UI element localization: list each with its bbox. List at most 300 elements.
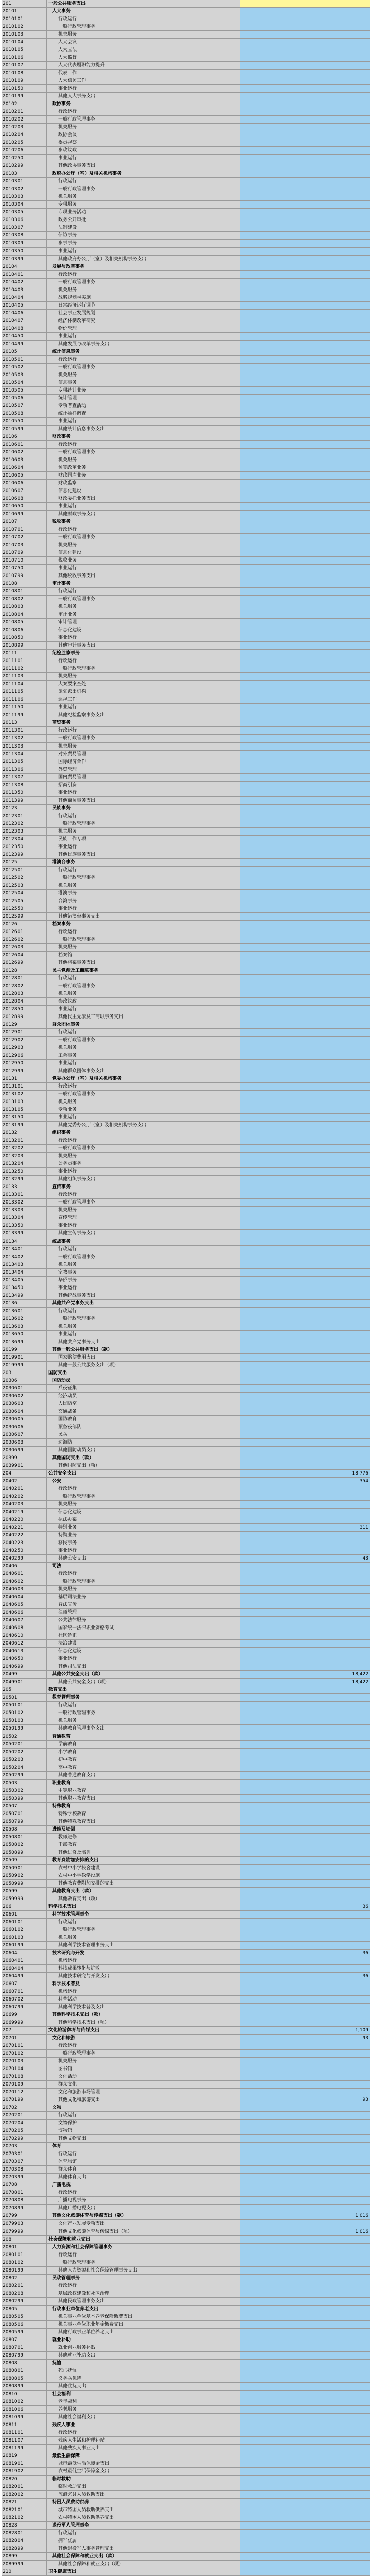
table-row[interactable] bbox=[2, 1555, 370, 1563]
account-code-cell[interactable]: 2010850 bbox=[2, 634, 47, 641]
table-row[interactable] bbox=[2, 2267, 370, 2275]
amount-cell[interactable] bbox=[240, 1408, 370, 1415]
table-row[interactable] bbox=[2, 1926, 370, 1934]
account-code-cell[interactable]: 201 bbox=[2, 0, 47, 7]
table-row[interactable] bbox=[2, 1207, 370, 1214]
table-row[interactable] bbox=[2, 1849, 370, 1857]
account-code-cell[interactable]: 2081199 bbox=[2, 2445, 47, 2452]
account-name-cell[interactable]: 机关服务 bbox=[47, 1934, 240, 1941]
account-code-cell[interactable]: 2050201 bbox=[2, 1741, 47, 1748]
amount-cell[interactable] bbox=[240, 1957, 370, 1964]
account-code-cell[interactable]: 2013250 bbox=[2, 1168, 47, 1175]
table-row[interactable] bbox=[2, 2352, 370, 2360]
account-code-cell[interactable]: 2010504 bbox=[2, 379, 47, 386]
amount-cell[interactable] bbox=[240, 224, 370, 231]
account-code-cell[interactable]: 2010803 bbox=[2, 603, 47, 611]
amount-cell[interactable] bbox=[240, 1996, 370, 2003]
amount-cell[interactable] bbox=[240, 2445, 370, 2452]
table-row[interactable] bbox=[2, 611, 370, 619]
table-row[interactable] bbox=[2, 2058, 370, 2065]
amount-cell[interactable] bbox=[240, 2383, 370, 2390]
amount-cell[interactable] bbox=[240, 1261, 370, 1268]
account-name-cell[interactable]: 统计信息事务 bbox=[47, 348, 240, 355]
amount-cell[interactable] bbox=[240, 619, 370, 626]
account-name-cell[interactable]: 就业补助 bbox=[47, 2336, 240, 2344]
amount-cell[interactable] bbox=[240, 2468, 370, 2475]
account-name-cell[interactable]: 民主党派及工商联事务 bbox=[47, 967, 240, 974]
account-name-cell[interactable]: 一般行政管理事务 bbox=[47, 1926, 240, 1934]
table-row[interactable] bbox=[2, 495, 370, 503]
table-row[interactable] bbox=[2, 1067, 370, 1075]
account-name-cell[interactable]: 残疾人事业 bbox=[47, 2421, 240, 2429]
amount-cell[interactable] bbox=[240, 711, 370, 719]
account-name-cell[interactable]: 农村特困人员救助供养支出 bbox=[47, 2514, 240, 2521]
amount-cell[interactable] bbox=[240, 766, 370, 773]
account-name-cell[interactable]: 行政运行 bbox=[47, 2429, 240, 2436]
account-name-cell[interactable]: 其他社会保障和就业支出（项） bbox=[47, 2561, 240, 2568]
amount-cell[interactable] bbox=[240, 131, 370, 139]
table-row[interactable] bbox=[2, 2437, 370, 2445]
amount-cell[interactable] bbox=[240, 395, 370, 402]
amount-cell[interactable] bbox=[240, 93, 370, 100]
account-code-cell[interactable]: 2013401 bbox=[2, 1246, 47, 1253]
account-code-cell[interactable]: 2011399 bbox=[2, 797, 47, 804]
account-code-cell[interactable]: 2010505 bbox=[2, 387, 47, 394]
account-code-cell[interactable]: 2010750 bbox=[2, 565, 47, 572]
account-name-cell[interactable]: 其他技术研究与开发支出 bbox=[47, 1973, 240, 1980]
account-code-cell[interactable]: 2012999 bbox=[2, 1067, 47, 1075]
account-name-cell[interactable]: 其他人力资源和社会保障管理事务支出 bbox=[47, 2267, 240, 2274]
account-name-cell[interactable]: 事业运行 bbox=[47, 1060, 240, 1067]
account-code-cell[interactable]: 2070308 bbox=[2, 2166, 47, 2173]
account-code-cell[interactable]: 2030603 bbox=[2, 1400, 47, 1408]
table-row[interactable] bbox=[2, 2081, 370, 2089]
account-code-cell[interactable]: 2010202 bbox=[2, 116, 47, 123]
amount-cell[interactable]: 18,422 bbox=[240, 1679, 370, 1686]
account-code-cell[interactable]: 2012501 bbox=[2, 867, 47, 874]
amount-cell[interactable] bbox=[240, 46, 370, 54]
table-row[interactable] bbox=[2, 387, 370, 395]
amount-cell[interactable] bbox=[240, 774, 370, 781]
amount-cell[interactable] bbox=[240, 805, 370, 812]
table-row[interactable] bbox=[2, 1106, 370, 1114]
account-code-cell[interactable]: 20101 bbox=[2, 8, 47, 15]
table-row[interactable] bbox=[2, 1919, 370, 1926]
table-row[interactable] bbox=[2, 657, 370, 665]
table-row[interactable] bbox=[2, 511, 370, 518]
account-code-cell[interactable]: 2010501 bbox=[2, 356, 47, 363]
account-name-cell[interactable]: 养老服务 bbox=[47, 2406, 240, 2413]
amount-cell[interactable] bbox=[240, 248, 370, 255]
table-row[interactable] bbox=[2, 1772, 370, 1780]
account-name-cell[interactable]: 其他教育支出（项） bbox=[47, 1895, 240, 1903]
amount-cell[interactable] bbox=[240, 2306, 370, 2313]
account-code-cell[interactable]: 20132 bbox=[2, 1129, 47, 1137]
account-code-cell[interactable]: 20136 bbox=[2, 1300, 47, 1307]
table-row[interactable] bbox=[2, 155, 370, 162]
account-code-cell[interactable]: 2089999 bbox=[2, 2561, 47, 2568]
account-code-cell[interactable]: 2012303 bbox=[2, 828, 47, 835]
amount-cell[interactable]: 43 bbox=[240, 1555, 370, 1562]
amount-cell[interactable] bbox=[240, 410, 370, 417]
amount-cell[interactable] bbox=[240, 1601, 370, 1608]
table-row[interactable] bbox=[2, 688, 370, 696]
amount-cell[interactable] bbox=[240, 967, 370, 974]
account-code-cell[interactable]: 20399 bbox=[2, 1454, 47, 1462]
account-name-cell[interactable]: 事业运行 bbox=[47, 905, 240, 912]
table-row[interactable] bbox=[2, 1780, 370, 1787]
table-row[interactable] bbox=[2, 2445, 370, 2452]
amount-cell[interactable] bbox=[240, 828, 370, 835]
amount-cell[interactable] bbox=[240, 1145, 370, 1152]
table-row[interactable] bbox=[2, 874, 370, 882]
table-row[interactable] bbox=[2, 2104, 370, 2112]
table-row[interactable] bbox=[2, 139, 370, 147]
table-row[interactable] bbox=[2, 1060, 370, 1067]
account-code-cell[interactable]: 2039901 bbox=[2, 1462, 47, 1469]
account-code-cell[interactable]: 2070205 bbox=[2, 2127, 47, 2134]
account-name-cell[interactable]: 博物馆 bbox=[47, 2127, 240, 2134]
table-row[interactable] bbox=[2, 2367, 370, 2375]
table-row[interactable] bbox=[2, 2096, 370, 2104]
account-code-cell[interactable]: 2011304 bbox=[2, 751, 47, 758]
amount-cell[interactable] bbox=[240, 402, 370, 410]
table-row[interactable] bbox=[2, 1470, 370, 1478]
amount-cell[interactable] bbox=[240, 681, 370, 688]
table-row[interactable] bbox=[2, 2220, 370, 2228]
account-name-cell[interactable]: 法制建设 bbox=[47, 224, 240, 231]
amount-cell[interactable] bbox=[240, 325, 370, 332]
amount-cell[interactable] bbox=[240, 2313, 370, 2320]
account-name-cell[interactable]: 其他政府办公厅（室）及相关机构事务支出 bbox=[47, 256, 240, 263]
account-code-cell[interactable]: 20799 bbox=[2, 2212, 47, 2219]
amount-cell[interactable] bbox=[240, 982, 370, 990]
account-code-cell[interactable]: 2050802 bbox=[2, 1841, 47, 1849]
table-row[interactable] bbox=[2, 2166, 370, 2174]
table-row[interactable] bbox=[2, 317, 370, 325]
account-code-cell[interactable]: 2050399 bbox=[2, 1795, 47, 1802]
table-row[interactable] bbox=[2, 2120, 370, 2127]
amount-cell[interactable] bbox=[240, 936, 370, 943]
table-row[interactable] bbox=[2, 859, 370, 867]
amount-cell[interactable] bbox=[240, 1725, 370, 1732]
account-code-cell[interactable]: 2080102 bbox=[2, 2259, 47, 2266]
table-row[interactable] bbox=[2, 271, 370, 279]
table-row[interactable] bbox=[2, 1230, 370, 1238]
table-row[interactable] bbox=[2, 1826, 370, 1834]
account-name-cell[interactable]: 行政运行 bbox=[47, 1191, 240, 1198]
table-row[interactable] bbox=[2, 526, 370, 534]
account-code-cell[interactable]: 20811 bbox=[2, 2421, 47, 2429]
account-name-cell[interactable]: 事业运行 bbox=[47, 1284, 240, 1292]
account-code-cell[interactable]: 2070201 bbox=[2, 2112, 47, 2119]
amount-cell[interactable] bbox=[240, 1663, 370, 1670]
account-name-cell[interactable]: 公共安全支出 bbox=[47, 1470, 240, 1477]
account-code-cell[interactable]: 2070808 bbox=[2, 2197, 47, 2204]
account-code-cell[interactable]: 20802 bbox=[2, 2275, 47, 2282]
account-name-cell[interactable]: 学前教育 bbox=[47, 1741, 240, 1748]
amount-cell[interactable] bbox=[240, 1253, 370, 1261]
account-name-cell[interactable]: 行政运行 bbox=[47, 2042, 240, 2049]
account-name-cell[interactable]: 行政运行 bbox=[47, 1137, 240, 1144]
table-row[interactable] bbox=[2, 1547, 370, 1555]
account-code-cell[interactable]: 2012503 bbox=[2, 882, 47, 889]
amount-cell[interactable] bbox=[240, 1114, 370, 1121]
account-code-cell[interactable]: 2050299 bbox=[2, 1772, 47, 1779]
table-row[interactable] bbox=[2, 1539, 370, 1547]
amount-cell[interactable]: 1,016 bbox=[240, 2212, 370, 2219]
table-row[interactable] bbox=[2, 1447, 370, 1454]
table-row[interactable] bbox=[2, 890, 370, 897]
amount-cell[interactable] bbox=[240, 2120, 370, 2127]
table-row[interactable] bbox=[2, 1655, 370, 1663]
account-name-cell[interactable]: 社会保障和就业支出 bbox=[47, 2236, 240, 2243]
account-code-cell[interactable]: 2050902 bbox=[2, 1872, 47, 1879]
account-code-cell[interactable]: 2013450 bbox=[2, 1284, 47, 1292]
account-name-cell[interactable]: 港澳事务 bbox=[47, 890, 240, 897]
account-name-cell[interactable]: 审计业务 bbox=[47, 611, 240, 618]
amount-cell[interactable] bbox=[240, 279, 370, 286]
amount-cell[interactable] bbox=[240, 1308, 370, 1315]
account-code-cell[interactable]: 2012399 bbox=[2, 851, 47, 858]
table-row[interactable] bbox=[2, 54, 370, 62]
account-name-cell[interactable]: 机关服务 bbox=[47, 603, 240, 611]
account-name-cell[interactable]: 财政委托业务支出 bbox=[47, 495, 240, 502]
amount-cell[interactable] bbox=[240, 1818, 370, 1825]
account-name-cell[interactable]: 一般行政管理事务 bbox=[47, 23, 240, 30]
account-name-cell[interactable]: 小学教育 bbox=[47, 1749, 240, 1756]
amount-cell[interactable] bbox=[240, 2127, 370, 2134]
account-name-cell[interactable]: 统计管理 bbox=[47, 395, 240, 402]
table-row[interactable] bbox=[2, 23, 370, 31]
table-row[interactable] bbox=[2, 905, 370, 913]
account-name-cell[interactable]: 政协事务 bbox=[47, 100, 240, 108]
account-code-cell[interactable]: 20604 bbox=[2, 1950, 47, 1957]
account-code-cell[interactable]: 2010801 bbox=[2, 588, 47, 595]
account-code-cell[interactable]: 2010601 bbox=[2, 441, 47, 448]
account-code-cell[interactable]: 2010605 bbox=[2, 472, 47, 479]
account-name-cell[interactable]: 科学技术普及 bbox=[47, 1980, 240, 1988]
table-row[interactable] bbox=[2, 1191, 370, 1199]
amount-cell[interactable] bbox=[240, 1772, 370, 1779]
account-code-cell[interactable]: 20503 bbox=[2, 1780, 47, 1787]
account-name-cell[interactable]: 文化旅游体育与传媒支出 bbox=[47, 2027, 240, 2034]
amount-cell[interactable] bbox=[240, 2437, 370, 2444]
account-code-cell[interactable]: 2013603 bbox=[2, 1323, 47, 1330]
account-code-cell[interactable]: 2013202 bbox=[2, 1145, 47, 1152]
table-row[interactable] bbox=[2, 1694, 370, 1702]
account-code-cell[interactable]: 2012603 bbox=[2, 944, 47, 951]
account-code-cell[interactable]: 2050701 bbox=[2, 1810, 47, 1818]
table-row[interactable] bbox=[2, 2189, 370, 2197]
account-code-cell[interactable]: 2079999 bbox=[2, 2228, 47, 2235]
table-row[interactable] bbox=[2, 921, 370, 928]
amount-cell[interactable] bbox=[240, 1988, 370, 1995]
account-code-cell[interactable]: 2040612 bbox=[2, 1640, 47, 1647]
table-row[interactable] bbox=[2, 294, 370, 302]
amount-cell[interactable] bbox=[240, 2267, 370, 2274]
amount-cell[interactable] bbox=[240, 155, 370, 162]
table-row[interactable] bbox=[2, 2506, 370, 2514]
account-code-cell[interactable]: 2010450 bbox=[2, 333, 47, 340]
account-code-cell[interactable]: 2040221 bbox=[2, 1524, 47, 1531]
account-code-cell[interactable]: 2070102 bbox=[2, 2050, 47, 2057]
account-name-cell[interactable]: 体育 bbox=[47, 2143, 240, 2150]
account-name-cell[interactable]: 行政运行 bbox=[47, 2251, 240, 2259]
account-name-cell[interactable]: 人大立法 bbox=[47, 46, 240, 54]
account-code-cell[interactable]: 2070104 bbox=[2, 2065, 47, 2073]
account-name-cell[interactable]: 国内贸易管理 bbox=[47, 774, 240, 781]
account-code-cell[interactable]: 2012803 bbox=[2, 990, 47, 997]
account-code-cell[interactable]: 2050899 bbox=[2, 1849, 47, 1856]
account-code-cell[interactable]: 20808 bbox=[2, 2360, 47, 2367]
amount-cell[interactable] bbox=[240, 108, 370, 115]
account-code-cell[interactable]: 2012301 bbox=[2, 812, 47, 820]
account-name-cell[interactable]: 事业运行 bbox=[47, 1114, 240, 1121]
table-row[interactable] bbox=[2, 1331, 370, 1338]
account-code-cell[interactable]: 2080506 bbox=[2, 2321, 47, 2328]
account-name-cell[interactable]: 一般行政管理事务 bbox=[47, 1578, 240, 1585]
amount-cell[interactable] bbox=[240, 1841, 370, 1849]
table-row[interactable] bbox=[2, 1485, 370, 1493]
account-code-cell[interactable]: 2011307 bbox=[2, 774, 47, 781]
table-row[interactable] bbox=[2, 1037, 370, 1044]
account-name-cell[interactable]: 机关服务 bbox=[47, 456, 240, 464]
account-code-cell[interactable]: 2070108 bbox=[2, 2073, 47, 2080]
amount-cell[interactable] bbox=[240, 2197, 370, 2204]
account-code-cell[interactable]: 2010702 bbox=[2, 534, 47, 541]
account-code-cell[interactable]: 2040699 bbox=[2, 1663, 47, 1670]
table-row[interactable] bbox=[2, 2491, 370, 2499]
account-code-cell[interactable]: 20131 bbox=[2, 1075, 47, 1082]
account-name-cell[interactable]: 机关事业单位基本养老保险缴费支出 bbox=[47, 2313, 240, 2320]
amount-cell[interactable] bbox=[240, 348, 370, 355]
account-code-cell[interactable]: 2010405 bbox=[2, 302, 47, 309]
account-code-cell[interactable]: 2013602 bbox=[2, 1315, 47, 1323]
amount-cell[interactable] bbox=[240, 1091, 370, 1098]
table-row[interactable] bbox=[2, 356, 370, 364]
amount-cell[interactable] bbox=[240, 557, 370, 564]
amount-cell[interactable] bbox=[240, 1655, 370, 1663]
table-row[interactable] bbox=[2, 2244, 370, 2251]
account-code-cell[interactable]: 2040203 bbox=[2, 1501, 47, 1508]
account-name-cell[interactable]: 普通教育 bbox=[47, 1733, 240, 1740]
account-name-cell[interactable]: 机构运行 bbox=[47, 1957, 240, 1964]
table-row[interactable] bbox=[2, 1176, 370, 1183]
account-name-cell[interactable]: 事业运行 bbox=[47, 503, 240, 510]
account-name-cell[interactable]: 特殊学校教育 bbox=[47, 1810, 240, 1818]
amount-cell[interactable] bbox=[240, 1648, 370, 1655]
table-row[interactable] bbox=[2, 588, 370, 596]
account-name-cell[interactable]: 教育管理事务 bbox=[47, 1694, 240, 1701]
amount-cell[interactable] bbox=[240, 503, 370, 510]
amount-cell[interactable] bbox=[240, 751, 370, 758]
amount-cell[interactable] bbox=[240, 1137, 370, 1144]
account-code-cell[interactable]: 2013402 bbox=[2, 1253, 47, 1261]
amount-cell[interactable] bbox=[240, 2336, 370, 2344]
table-row[interactable] bbox=[2, 1323, 370, 1331]
account-code-cell[interactable]: 2040613 bbox=[2, 1648, 47, 1655]
account-code-cell[interactable]: 2082002 bbox=[2, 2491, 47, 2498]
table-row[interactable] bbox=[2, 1903, 370, 1911]
amount-cell[interactable] bbox=[240, 1385, 370, 1392]
amount-cell[interactable] bbox=[240, 611, 370, 618]
account-code-cell[interactable]: 2040606 bbox=[2, 1609, 47, 1616]
account-name-cell[interactable]: 机关服务 bbox=[47, 882, 240, 889]
amount-cell[interactable] bbox=[240, 1624, 370, 1632]
table-row[interactable] bbox=[2, 743, 370, 751]
account-code-cell[interactable]: 20821 bbox=[2, 2499, 47, 2506]
account-code-cell[interactable]: 20128 bbox=[2, 967, 47, 974]
account-name-cell[interactable]: 职业教育 bbox=[47, 1780, 240, 1787]
account-name-cell[interactable]: 一般行政管理事务 bbox=[47, 665, 240, 672]
account-code-cell[interactable]: 2011301 bbox=[2, 727, 47, 734]
account-name-cell[interactable]: 其他科学技术支出（款） bbox=[47, 2011, 240, 2019]
amount-cell[interactable] bbox=[240, 1454, 370, 1462]
amount-cell[interactable] bbox=[240, 1292, 370, 1299]
account-name-cell[interactable]: 商贸事务 bbox=[47, 719, 240, 726]
account-code-cell[interactable]: 2010502 bbox=[2, 364, 47, 371]
account-name-cell[interactable]: 行政运行 bbox=[47, 2530, 240, 2537]
account-code-cell[interactable]: 2010303 bbox=[2, 193, 47, 200]
account-code-cell[interactable]: 20810 bbox=[2, 2391, 47, 2398]
account-name-cell[interactable]: 特勤业务 bbox=[47, 1532, 240, 1539]
amount-cell[interactable]: 18,776 bbox=[240, 1470, 370, 1477]
table-row[interactable] bbox=[2, 39, 370, 46]
table-row[interactable] bbox=[2, 224, 370, 232]
table-row[interactable] bbox=[2, 998, 370, 1006]
account-name-cell[interactable]: 代表工作 bbox=[47, 70, 240, 77]
account-code-cell[interactable]: 2080208 bbox=[2, 2290, 47, 2297]
account-name-cell[interactable]: 机关服务 bbox=[47, 286, 240, 294]
account-code-cell[interactable]: 2080505 bbox=[2, 2313, 47, 2320]
table-row[interactable] bbox=[2, 1439, 370, 1447]
amount-cell[interactable] bbox=[240, 2174, 370, 2181]
account-name-cell[interactable]: 其他共产党事务支出 bbox=[47, 1338, 240, 1346]
amount-cell[interactable] bbox=[240, 596, 370, 603]
amount-cell[interactable] bbox=[240, 913, 370, 920]
account-code-cell[interactable]: 2010109 bbox=[2, 77, 47, 84]
account-code-cell[interactable]: 2010304 bbox=[2, 201, 47, 208]
account-code-cell[interactable]: 2010606 bbox=[2, 480, 47, 487]
account-code-cell[interactable]: 2012899 bbox=[2, 1013, 47, 1021]
amount-cell[interactable] bbox=[240, 1810, 370, 1818]
amount-cell[interactable] bbox=[240, 62, 370, 69]
amount-cell[interactable]: 93 bbox=[240, 2035, 370, 2042]
table-row[interactable] bbox=[2, 1029, 370, 1037]
account-code-cell[interactable]: 2070204 bbox=[2, 2120, 47, 2127]
account-code-cell[interactable]: 2010305 bbox=[2, 209, 47, 216]
account-name-cell[interactable]: 事业运行 bbox=[47, 155, 240, 162]
account-name-cell[interactable]: 退役军人管理事务 bbox=[47, 2522, 240, 2529]
amount-cell[interactable] bbox=[240, 1934, 370, 1941]
account-code-cell[interactable]: 2011199 bbox=[2, 711, 47, 719]
table-row[interactable] bbox=[2, 1509, 370, 1516]
account-code-cell[interactable]: 2060401 bbox=[2, 1957, 47, 1964]
table-row[interactable] bbox=[2, 2065, 370, 2073]
account-name-cell[interactable]: 体育场馆 bbox=[47, 2158, 240, 2165]
table-row[interactable] bbox=[2, 286, 370, 294]
table-row[interactable] bbox=[2, 310, 370, 317]
account-name-cell[interactable]: 人大信访工作 bbox=[47, 77, 240, 84]
amount-cell[interactable]: 18,422 bbox=[240, 1671, 370, 1678]
amount-cell[interactable] bbox=[240, 1447, 370, 1454]
table-row[interactable] bbox=[2, 302, 370, 310]
amount-cell[interactable] bbox=[240, 100, 370, 108]
amount-cell[interactable]: 354 bbox=[240, 1478, 370, 1485]
account-name-cell[interactable]: 机关服务 bbox=[47, 1586, 240, 1593]
amount-cell[interactable] bbox=[240, 990, 370, 997]
